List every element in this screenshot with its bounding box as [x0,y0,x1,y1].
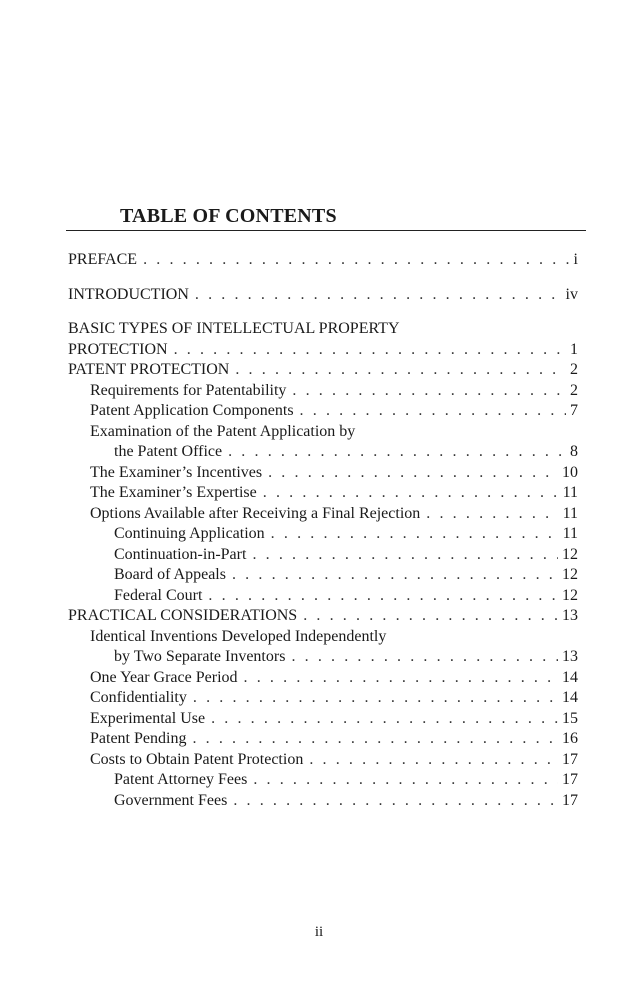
toc-entry-page: 8 [570,443,578,460]
page-folio: ii [314,924,324,940]
dot-leader [291,647,558,668]
toc-entry-page: 16 [562,730,578,747]
toc-list [68,250,578,811]
toc-entry [68,627,578,648]
toc-entry-label: Examination of the Patent Application by [90,422,356,440]
toc-entry-page: 14 [562,689,578,706]
toc-entry-label: Federal Court [114,586,203,604]
toc-entry [68,285,578,306]
toc-entry-label: Identical Inventions Developed Independently [90,627,387,645]
toc-entry-page: 17 [562,750,578,768]
toc-entry-label: Options Available after Receiving a Final Rejection [90,504,421,522]
dot-leader [232,565,558,586]
toc-entry-label: One Year Grace Period [90,668,238,686]
toc-entry-page: 14 [562,668,578,686]
toc-entry-label: Government Fees [114,791,228,809]
toc-entry-label: Costs to Obtain Patent Protection [90,750,304,768]
dot-leader [252,545,558,566]
toc-entry-label: PRACTICAL CONSIDERATIONS [68,607,298,624]
toc-entry-page: 11 [562,504,578,522]
dot-leader [228,442,566,463]
toc-entry [68,565,578,586]
toc-entry [68,586,578,607]
dot-leader [300,401,566,422]
dot-leader [195,285,562,306]
toc-entry-label: Requirements for Patentability [90,381,287,399]
toc-entry-label: the Patent Office [114,443,223,460]
toc-entry-label: Patent Attorney Fees [114,771,248,788]
toc-entry-label: BASIC TYPES OF INTELLECTUAL PROPERTY [68,320,400,337]
toc-entry-page: 11 [562,484,578,501]
toc-entry [68,463,578,484]
dot-leader [253,770,558,791]
dot-leader [211,709,558,730]
toc-entry-page: 11 [562,525,578,542]
dot-leader [268,463,558,484]
toc-entry [68,483,578,504]
dot-leader [143,250,569,271]
title-rule [66,230,586,231]
toc-entry [68,422,578,443]
toc-entry [68,442,578,463]
toc-entry [68,250,578,271]
toc-entry-label: Continuing Application [114,525,265,542]
toc-entry-label: PREFACE [68,251,138,268]
toc-entry [68,401,578,422]
dot-leader [303,606,558,627]
toc-entry-page: 1 [570,340,578,358]
toc-entry-label: Board of Appeals [114,566,226,583]
toc-entry [68,668,578,689]
toc-entry [68,524,578,545]
toc-entry [68,606,578,627]
toc-entry-label: Confidentiality [90,689,187,706]
toc-entry-label: by Two Separate Inventors [114,648,286,665]
toc-entry [68,504,578,525]
dot-leader [292,381,566,402]
toc-entry-label: Experimental Use [90,709,206,727]
dot-leader [309,750,558,771]
toc-entry-label: PATENT PROTECTION [68,361,230,378]
dot-leader [193,688,558,709]
toc-entry-label: INTRODUCTION [68,285,189,303]
dot-leader [271,524,559,545]
toc-entry-page: i [573,251,578,268]
toc-entry-label: The Examiner’s Incentives [90,463,263,481]
dot-leader [192,729,558,750]
toc-entry [68,360,578,381]
toc-entry [68,709,578,730]
toc-entry [68,647,578,668]
dot-leader [208,586,558,607]
dot-leader [244,668,558,689]
dot-leader [263,483,559,504]
toc-entry-page: 2 [570,381,578,399]
toc-entry-label: Patent Pending [90,730,187,747]
toc-entry-page: 15 [562,709,578,727]
toc-entry [68,791,578,812]
toc-entry [68,381,578,402]
toc-entry-page: 10 [562,463,578,481]
toc-entry [68,688,578,709]
toc-entry-page: 17 [562,791,578,809]
toc-entry-label: The Examiner’s Expertise [90,484,257,501]
toc-title: TABLE OF CONTENTS [120,205,337,227]
dot-leader [174,340,566,361]
toc-entry [68,340,578,361]
toc-entry-label: Patent Application Components [90,402,294,419]
toc-entry-page: 7 [570,402,578,419]
toc-entry [68,770,578,791]
toc-entry-page: 17 [562,771,578,788]
dot-leader [426,504,558,525]
toc-entry-page: 12 [562,545,578,563]
dot-leader [233,791,558,812]
toc-entry-label: Continuation-in-Part [114,545,247,563]
toc-entry-page: 2 [570,361,578,378]
toc-entry [68,545,578,566]
toc-entry-page: 12 [562,586,578,604]
toc-entry-label: PROTECTION [68,340,168,358]
toc-entry [68,319,578,340]
toc-entry-page: 13 [562,607,578,624]
dot-leader [235,360,566,381]
toc-entry-page: 12 [562,566,578,583]
toc-entry-page: iv [565,285,578,303]
toc-entry [68,729,578,750]
toc-entry-page: 13 [562,648,578,665]
toc-entry [68,750,578,771]
